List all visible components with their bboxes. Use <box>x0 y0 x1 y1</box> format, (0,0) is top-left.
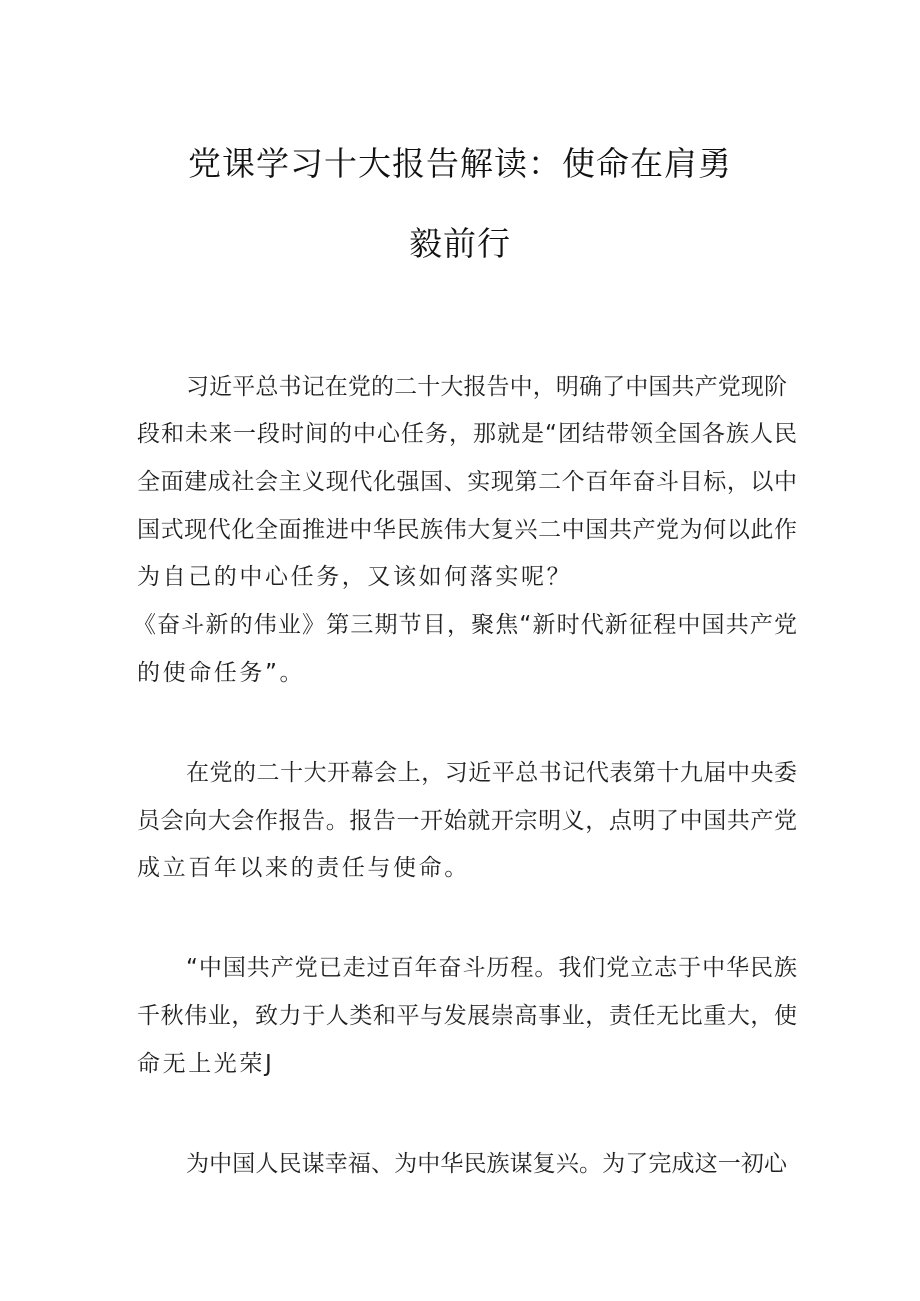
body-text-line: 成立百年以来的责任与使命。 <box>137 855 470 881</box>
body-text-line: 习近平总书记在党的二十大报告中，明确了中国共产党现阶 <box>186 374 787 400</box>
body-text-line: 员会向大会作报告。报告一开始就开宗明义，点明了中国共产党 <box>137 808 797 834</box>
body-text-line: 为中国人民谋幸福、为中华民族谋复兴。为了完成这一初心 <box>186 1151 787 1177</box>
body-text-line: 《奋斗新的伟业》第三期节目，聚焦“新时代新征程中国共产党 <box>133 612 797 638</box>
body-text-line: 千秋伟业，致力于人类和平与发展崇高事业，责任无比重大，使 <box>137 1003 797 1029</box>
document-title-line-2: 毅前行 <box>409 224 511 263</box>
body-text-line: 的使命任务”。 <box>137 660 306 686</box>
body-text-line: 命无上光荣J <box>137 1051 275 1077</box>
body-text-line: 为自己的中心任务，又该如何落实呢？ <box>137 564 573 590</box>
body-text-line: 在党的二十大开幕会上，习近平总书记代表第十九届中央委 <box>186 760 797 786</box>
body-text-line: “中国共产党已走过百年奋斗历程。我们党立志于中华民族 <box>186 955 797 981</box>
body-text-line: 段和未来一段时间的中心任务，那就是“团结带领全国各族人民 <box>137 421 797 447</box>
body-text-line: 全面建成社会主义现代化强国、实现第二个百年奋斗目标，以中 <box>137 469 797 495</box>
body-text-line: 国式现代化全面推进中华民族伟大复兴二中国共产党为何以此作 <box>137 517 797 543</box>
document-title-line-1: 党课学习十大报告解读：使命在肩勇 <box>188 144 732 183</box>
